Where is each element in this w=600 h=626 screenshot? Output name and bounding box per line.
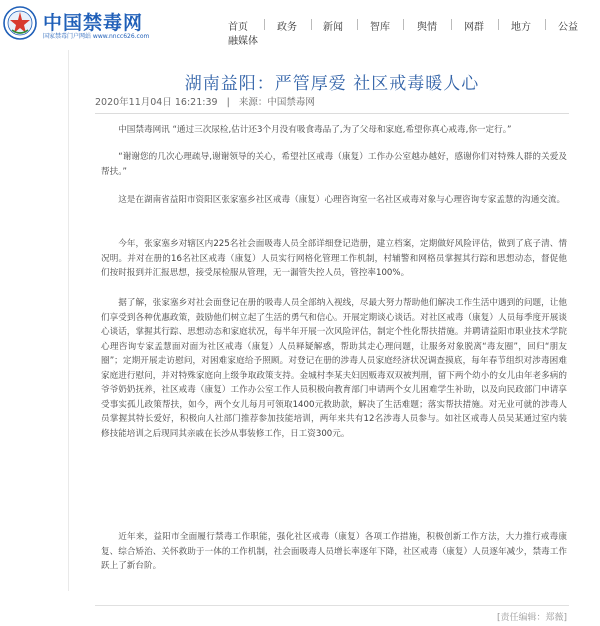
main-nav (215, 18, 600, 47)
footer-divider (95, 605, 569, 606)
nav-news[interactable]: 新闻 (323, 22, 343, 33)
nav-local[interactable]: 地方 (511, 22, 531, 33)
article-source[interactable]: 中国禁毒网 (267, 97, 315, 108)
paragraph: 近年来，益阳市全面履行禁毒工作职能，强化社区戒毒（康复）各项工作措施，积极创新工作方法，大力推行戒毒康复、综合矫治、关怀救助于一体的工作机制，社会面吸毒人员增长率逐年下降，社区戒毒（康复）人员逐年减少，禁毒工作跃上了新台阶。 (101, 532, 567, 571)
paragraph: 这是在湖南省益阳市资阳区张家塞乡社区戒毒（康复）心理咨询室一名社区戒毒对象与心理咨询专家孟慧的沟通交流。 (118, 195, 566, 205)
nav-public-welfare[interactable]: 公益 (558, 22, 578, 33)
meta-separator: | (226, 97, 230, 108)
nav-divider (403, 19, 404, 30)
nav-think-tank[interactable]: 智库 (370, 22, 390, 33)
nav-network[interactable]: 网群 (464, 22, 484, 33)
article-title: 湖南益阳：严管厚爱 社区戒毒暖人心 (184, 74, 480, 95)
source-label: 来源： (238, 97, 268, 108)
site-name: 中国禁毒网 (43, 12, 144, 34)
responsible-editor: [责任编辑：郑薇] (496, 613, 567, 623)
anti-drug-emblem-icon (3, 6, 37, 40)
nav-government[interactable]: 政务 (277, 22, 297, 33)
paragraph: 中国禁毒网讯 “通过三次尿检,估计还3个月没有吸食毒品了,为了父母和家庭,希望你真心戒毒,你一定行。” (118, 125, 512, 135)
nav-divider (545, 19, 546, 30)
article-meta (95, 94, 575, 112)
nav-divider (311, 19, 312, 30)
paragraph: 据了解，张家塞乡对社会面登记在册的吸毒人员全部纳入视线，尽最大努力帮助他们解决工作生活中遇到的问题，让他们享受到各种优惠政策，鼓励他们树立起了生活的勇气和信心。开展定期谈心谈话。对社区戒毒（康复）人员每季度开展谈心谈话，掌握其行踪、思想动态和家庭状况，每半年开展一次风险评估，制定个性化帮扶措施。并聘请益阳市职业技术学院心理咨询专家孟慧面对面为社区戒毒（康复）人员释疑解惑，帮助其走心理问题，让服务对象脱离“毒友圈”，回归“朋友圈”；定期开展走访慰问，对困难家庭给予照顾。对登记在册的涉毒人员家庭经济状况调查摸底，每年春节组织对涉毒困难家庭进行慰问，并对特殊家庭向上级争取政策支持。金城村李某夫妇因贩毒双双被判刑，留下两个幼小的女儿由年老多病的爷爷奶奶抚养，社区戒毒（康复）工作办公室工作人员积极向教育部门申请两个女儿困难学生补助，以及向民政部门申请享受事实孤儿政策帮扶，如今，两个女儿每月可领取1400元救助款，解决了生活难题；落实帮扶措施。对无业可就的涉毒人员掌握其特长爱好，积极向人社部门推荐参加技能培训，两年来共有12名涉毒人员参与。如社区戒毒人员吴某通过室内装修技能培训之后现同其亲戚在长沙从事装修工作，日工资300元。 (101, 298, 567, 439)
paragraph: 今年，张家塞乡对辖区内225名社会面吸毒人员全部详细登记造册，建立档案，定期做好风险评估，做到了底子清、情况明。并对在册的16名社区戒毒（康复）人员实行网格化管理工作机制，村辅警和网格员掌握其行踪和思想动态，督促他们按时报到并汇报思想，接受尿检服从管理，无一漏管失控人员，管控率100%。 (101, 239, 567, 278)
site-logo[interactable] (3, 6, 193, 40)
article-date: 2020年11月04日 16:21:39 (95, 97, 218, 108)
article-container (68, 50, 595, 623)
nav-divider (451, 19, 452, 30)
nav-divider (498, 19, 499, 30)
nav-divider (264, 19, 265, 30)
nav-home[interactable]: 首页 (228, 22, 248, 33)
nav-media[interactable]: 融媒体 (228, 36, 258, 47)
site-subtitle: 国家禁毒门户网站 www.nncc626.com (43, 33, 150, 40)
nav-public-opinion[interactable]: 舆情 (417, 22, 437, 33)
site-header (0, 0, 600, 48)
title-divider (95, 113, 569, 114)
nav-divider (357, 19, 358, 30)
paragraph: “谢谢您的几次心理疏导,谢谢领导的关心，希望社区戒毒（康复）工作办公室越办越好，感谢你们对特殊人群的关爱及帮扶。” (101, 152, 567, 177)
